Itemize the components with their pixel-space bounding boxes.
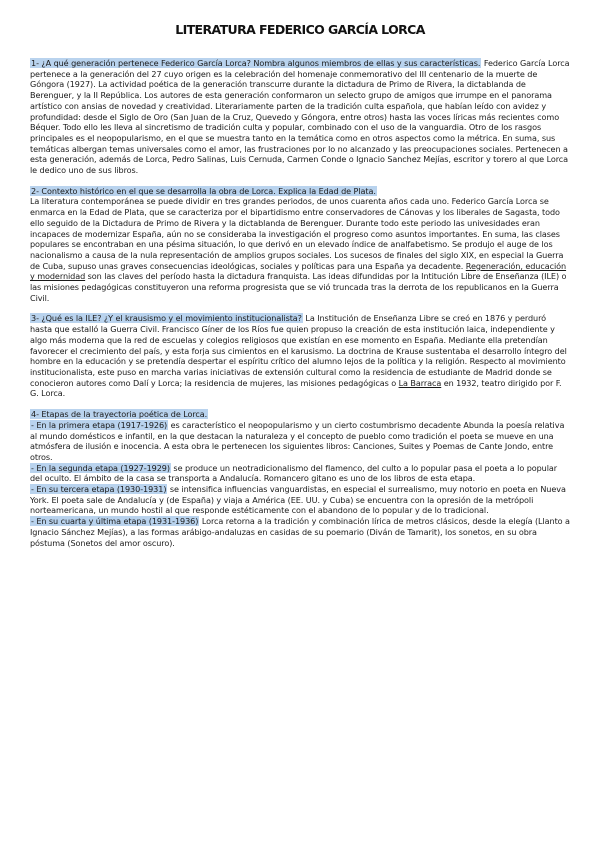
section-3 (30, 313, 570, 399)
section-2 (30, 186, 570, 304)
answer-1: Federico García Lorca pertenece a la generación del 27 cuyo origen es la celebración del homenaje conmemorativo del III centenario de la muerte de Góngora (1927). La actividad poética de la generación transcurre durante la dictadura de Primo de Rivera, la dictablanda de Berenguer, y la II República. Los autores de esta generación conformaron un selecto grupo de amigos que irrumpe en el panorama artístico con ansias de novedad y creatividad. Literariamente parten de la tradición culta española, que habían leído con avidez y profundidad: desde el Siglo de Oro (San Juan de la Cruz, Quevedo y Góngora, entre otros) hasta las voces líricas más recientes como Béquer. Todo ello les lleva al sincretismo de tradición culta y popular, combinado con el uso de la vanguardia. Otro de los rasgos principales es el neopopularismo, en el que se muestra tanto en la temática como en otros aspectos como la métrica. En suma, sus temáticas albergan temas universales como el amor, las frustraciones por lo no alcanzado y las preocupaciones sociales. Pertenecen a esta generación, además de Lorca, Pedro Salinas, Luis Cernuda, Carmen Conde o Ignacio Sanchez Mejías, escritor y torero al que Lorca le dedico uno de sus libros. (30, 58, 570, 176)
stage-1-text: es característico el neopopularismo y un cierto costumbrismo decadente Abunda la poesía relativa al mundo domésticos e infantil, en la que destacan la naturaleza y el concepto de pueblo como tradición el poeta se mueve en una atmósfera de ilusión e inocencia. A esta obra le pertenecen los siguientes libros: Canciones, Suites y Poemas de Cante Jondo, entre otros. (30, 419, 565, 462)
section-1 (30, 58, 570, 176)
question-4: 4- Etapas de la trayectoria poética de Lorca. (31, 409, 208, 420)
answer-2-text-b: son las claves del período hasta la dictadura franquista. Las ideas difundidas por la Intitución Libre de Enseñanza (ILE) o las misiones pedagógicas constituyeron una reforma progresista que se vió truncada tras la derrota de los republicanos en la Guerra Civil. (30, 271, 567, 303)
stage-3 (30, 484, 570, 516)
stage-3-text: se intensifica influencias vanguardistas, en especial el surrealismo, muy notorio en poeta en Nueva York. El poeta sale de Andalucía y (de España) y viaja a América (EE. UU. y Cuba) se encuentra con la opresión de la metrópoli norteamericana, un mundo hostil al que responde estéticamente con el abandono de lo popular y de lo tradicional. (30, 484, 566, 516)
stage-3-label: - En su tercera etapa (1930-1931) (31, 484, 167, 495)
answer-2-underlined: Regeneración, educación y modernidad (30, 260, 567, 282)
stage-4-text: Lorca retorna a la tradición y combinación lírica de metros clásicos, desde la elegía (Llanto a Ignacio Sánchez Mejías), a las formas arábigo-andaluzas en casidas de su poemario (Diván de Tamarit), los sonetos, en su obra póstuma (Sonetos del amor oscuro). (30, 516, 570, 548)
stage-2-text: se produce un neotradicionalismo del flamenco, del culto a lo popular pasa el poeta a lo popular del oculto. El ámbito de la casa se transporta a Andalucía. Romancero gitano es uno de los libros de esta etapa. (30, 462, 558, 484)
answer-2-part-a (30, 196, 570, 303)
question-1: 1- ¿A qué generación pertenece Federico García Lorca? Nombra algunos miembros de ellas y sus características. (31, 58, 481, 68)
stage-1 (30, 420, 570, 463)
question-3: 3- ¿Qué es la ILE? ¿Y el krausismo y el movimiento institucionalista? (31, 313, 302, 324)
answer-3-text-b: en 1932, teatro dirigido por F. G. Lorca. (30, 377, 562, 399)
answer-2-text-a: La literatura contemporánea se puede dividir en tres grandes periodos, de unos cuarenta años cada uno. Federico García Lorca se enmarca en la Edad de Plata, que se caracteriza por el bipartidismo entre conservadores de Cánovas y los liberales de Sagasta, todo ello seguido de la Dictadura de Primo de Rivera y la dictablanda de Berenguer. Durante todo este periodo las univesidades eran incapaces de modernizar España, aún no se consideraba la investigación el progreso como asuntos importantes. En suma, las clases populares se encontraban en una pésima situación, lo que derivó en un elevado índice de analfabetismo. Se produjo el auge de los nacionalismo a causa de la nula representación de amplios grupos sociales. Los sucesos de finales del siglo XIX, en especial la Guerra de Cuba, supuso unas graves consecuencias ideológicas, sociales y políticas para una España ya decadente. (30, 196, 564, 271)
stage-1-label: - En la primera etapa (1917-1926) (31, 419, 168, 430)
section-4 (30, 409, 570, 548)
stage-4 (30, 516, 570, 548)
answer-3-underlined: La Barraca (398, 377, 442, 388)
answer-3-text-a: La Institución de Enseñanza Libre se creó en 1876 y perduró hasta que estalló la Guerra Civil. Francisco Gíner de los Ríos fue quien propuso la creación de esta institución laica, independiente y algo más moderna que la red de escuelas y colegios religiosos que existían en ese momento en España. Mediante ella pretendían favorecer el crecimiento del país, y esta forja sus cimientos en el karusismo. La doctrina de Krause sustentaba el desarrollo íntegro del hombre en la educación y se pretendía despertar el espíritu crítico del alumno lejos de la política y la religión. Respecto al movimiento institucionalista, este puso en marcha varias iniciativas de extensión cultural como la residencia de estudiante de Madrid donde se conocieron autores como Dalí y Lorca; la residencia de mujeres, las misiones pedagógicas o (30, 313, 567, 388)
stage-2-label: - En la segunda etapa (1927-1929) (31, 462, 170, 473)
stage-4-label: - En su cuarta y última etapa (1931-1936) (31, 516, 199, 527)
page-title: LITERATURA FEDERICO GARCÍA LORCA (175, 22, 425, 37)
question-2: 2- Contexto histórico en el que se desarrolla la obra de Lorca. Explica la Edad de Plata. (31, 185, 376, 196)
stage-2 (30, 463, 570, 484)
